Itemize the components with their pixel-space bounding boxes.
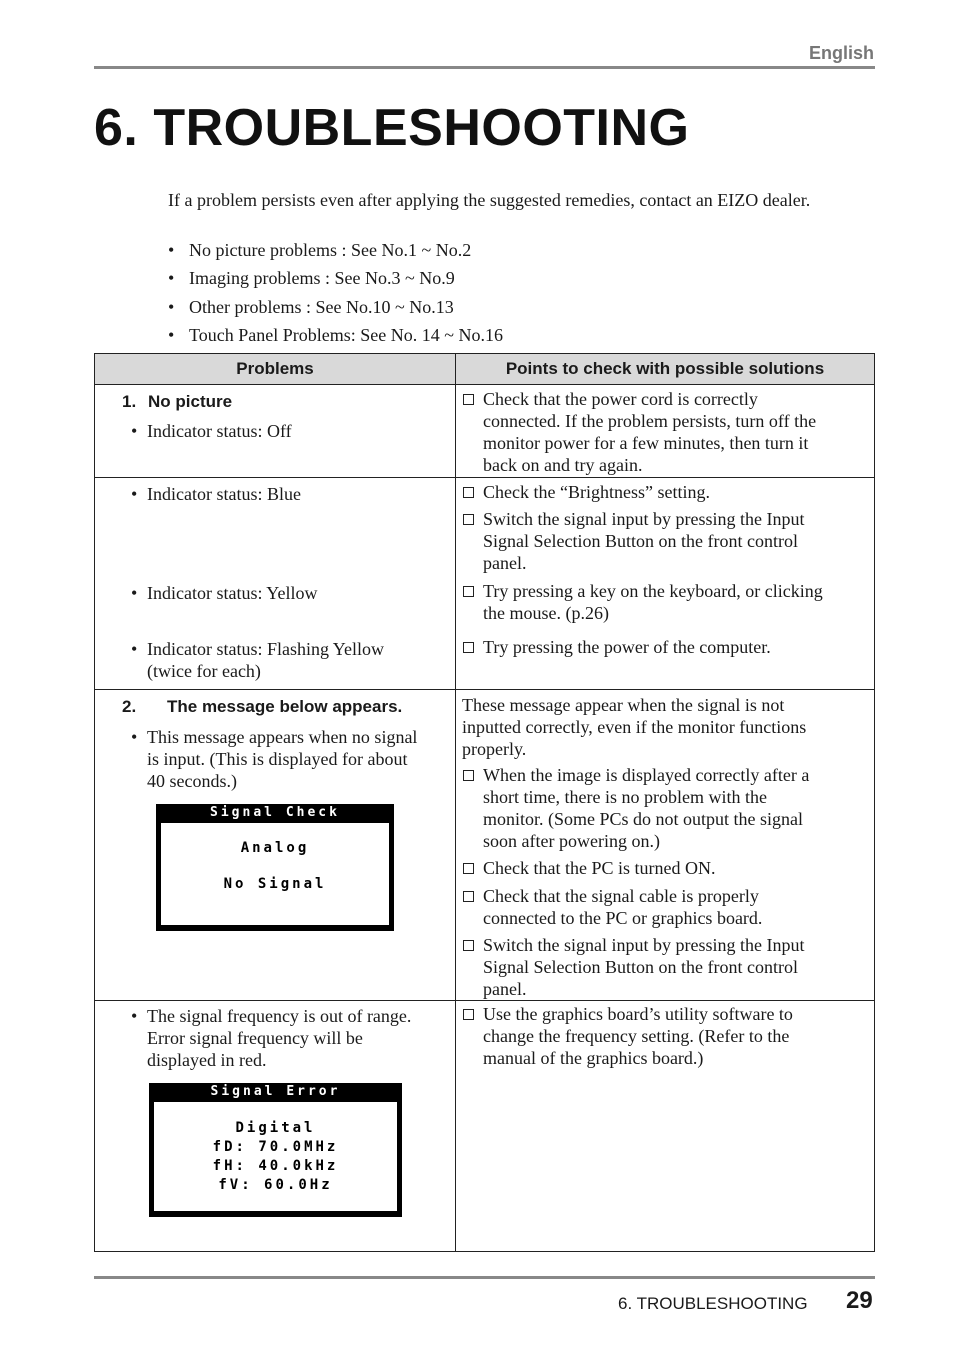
solution-line: Switch the signal input by pressing the Input bbox=[483, 509, 805, 529]
osd-line: fV: 60.0Hz bbox=[218, 1177, 333, 1193]
row-divider bbox=[95, 477, 874, 478]
column-header-problems: Problems bbox=[236, 359, 314, 378]
bullet: • bbox=[131, 421, 138, 441]
section-number: 1. bbox=[122, 392, 137, 411]
checkbox-icon bbox=[463, 1009, 474, 1020]
checkbox-icon bbox=[463, 863, 474, 874]
osd-title: Signal Error bbox=[210, 1084, 341, 1099]
problem-line: This message appears when no signal bbox=[147, 727, 418, 747]
solution-line: panel. bbox=[483, 979, 527, 999]
problem-indicator-blue: Indicator status: Blue bbox=[147, 484, 301, 504]
page-title: 6. TROUBLESHOOTING bbox=[94, 99, 690, 157]
checkbox-icon bbox=[463, 586, 474, 597]
section-title-no-picture: No picture bbox=[148, 392, 233, 411]
header-rule bbox=[94, 66, 875, 69]
solution-intro: These message appear when the signal is not bbox=[462, 695, 785, 715]
solution-line: manual of the graphics board.) bbox=[483, 1048, 704, 1068]
solution-line: Try pressing the power of the computer. bbox=[483, 637, 771, 657]
osd-title: Signal Check bbox=[210, 805, 340, 820]
problem-indicator-flashing: Indicator status: Flashing Yellow bbox=[147, 639, 384, 659]
solution-line: When the image is displayed correctly after a bbox=[483, 765, 810, 785]
solution-line: Check that the PC is turned ON. bbox=[483, 858, 716, 878]
footer-rule bbox=[94, 1276, 875, 1279]
checkbox-icon bbox=[463, 642, 474, 653]
solution-line: Check that the power cord is correctly bbox=[483, 389, 758, 409]
checkbox-icon bbox=[463, 394, 474, 405]
solution-line: connected. If the problem persists, turn off the bbox=[483, 411, 817, 431]
solution-line: Signal Selection Button on the front control bbox=[483, 957, 798, 977]
list-item: • Other problems : See No.10 ~ No.13 bbox=[168, 296, 454, 317]
solution-line: Check that the signal cable is properly bbox=[483, 886, 759, 906]
section-number: 2. bbox=[122, 697, 137, 716]
solution-line: short time, there is no problem with the bbox=[483, 787, 767, 807]
problem-indicator-flashing-note: (twice for each) bbox=[147, 661, 261, 681]
column-divider bbox=[455, 354, 456, 1251]
problem-line: 40 seconds.) bbox=[147, 771, 237, 791]
solution-line: monitor power for a few minutes, then turn it bbox=[483, 433, 809, 453]
solution-line: the mouse. (p.26) bbox=[483, 603, 609, 623]
solution-line: Use the graphics board’s utility software to bbox=[483, 1004, 793, 1024]
problem-line: displayed in red. bbox=[147, 1050, 267, 1070]
footer-section: 6. TROUBLESHOOTING bbox=[618, 1294, 808, 1313]
troubleshooting-table bbox=[94, 353, 875, 1252]
solution-intro: inputted correctly, even if the monitor functions bbox=[462, 717, 807, 737]
problem-category-list bbox=[168, 240, 503, 353]
bullet: • bbox=[131, 484, 138, 504]
solution-line: Check the “Brightness” setting. bbox=[483, 482, 710, 502]
bullet: • bbox=[131, 1006, 138, 1026]
osd-signal-check bbox=[156, 804, 394, 931]
osd-line: Analog bbox=[240, 840, 310, 856]
solution-line: panel. bbox=[483, 553, 527, 573]
osd-line: No Signal bbox=[223, 876, 327, 892]
page-number: 29 bbox=[846, 1287, 873, 1314]
checkbox-icon bbox=[463, 514, 474, 525]
solution-line: monitor. (Some PCs do not output the signal bbox=[483, 809, 804, 829]
intro-text: If a problem persists even after applying the suggested remedies, contact an EIZO dealer. bbox=[168, 190, 811, 210]
solution-line: change the frequency setting. (Refer to the bbox=[483, 1026, 790, 1046]
osd-line: fD: 70.0MHz bbox=[212, 1139, 339, 1155]
header-language: English bbox=[808, 43, 874, 63]
row-divider bbox=[95, 1000, 874, 1001]
solution-line: connected to the PC or graphics board. bbox=[483, 908, 763, 928]
checkbox-icon bbox=[463, 487, 474, 498]
list-item: • Imaging problems : See No.3 ~ No.9 bbox=[168, 268, 455, 289]
solution-line: soon after powering on.) bbox=[483, 831, 660, 851]
row-divider bbox=[95, 689, 874, 690]
problem-line: The signal frequency is out of range. bbox=[147, 1006, 412, 1026]
problem-line: is input. (This is displayed for about bbox=[147, 749, 408, 769]
bullet: • bbox=[131, 583, 138, 603]
solution-line: Try pressing a key on the keyboard, or clicking bbox=[483, 581, 823, 601]
solution-intro: properly. bbox=[462, 739, 527, 759]
problem-indicator-yellow: Indicator status: Yellow bbox=[147, 583, 318, 603]
problem-indicator-off: Indicator status: Off bbox=[147, 421, 292, 441]
osd-line: Digital bbox=[235, 1120, 316, 1136]
solution-line: back on and try again. bbox=[483, 455, 643, 475]
table-header bbox=[95, 354, 874, 385]
solution-line: Switch the signal input by pressing the Input bbox=[483, 935, 805, 955]
bullet: • bbox=[131, 639, 138, 659]
solution-line: Signal Selection Button on the front control bbox=[483, 531, 798, 551]
checkbox-icon bbox=[463, 891, 474, 902]
list-item: • No picture problems : See No.1 ~ No.2 bbox=[168, 240, 472, 260]
osd-line: fH: 40.0kHz bbox=[212, 1158, 339, 1174]
column-header-solutions: Points to check with possible solutions bbox=[505, 359, 825, 378]
bullet: • bbox=[131, 727, 138, 747]
checkbox-icon bbox=[463, 940, 474, 951]
section-title-message-appears: The message below appears. bbox=[167, 697, 403, 716]
list-item: • Touch Panel Problems: See No. 14 ~ No.16 bbox=[168, 324, 503, 345]
osd-signal-error bbox=[149, 1083, 402, 1217]
problem-line: Error signal frequency will be bbox=[147, 1028, 363, 1048]
checkbox-icon bbox=[463, 770, 474, 781]
